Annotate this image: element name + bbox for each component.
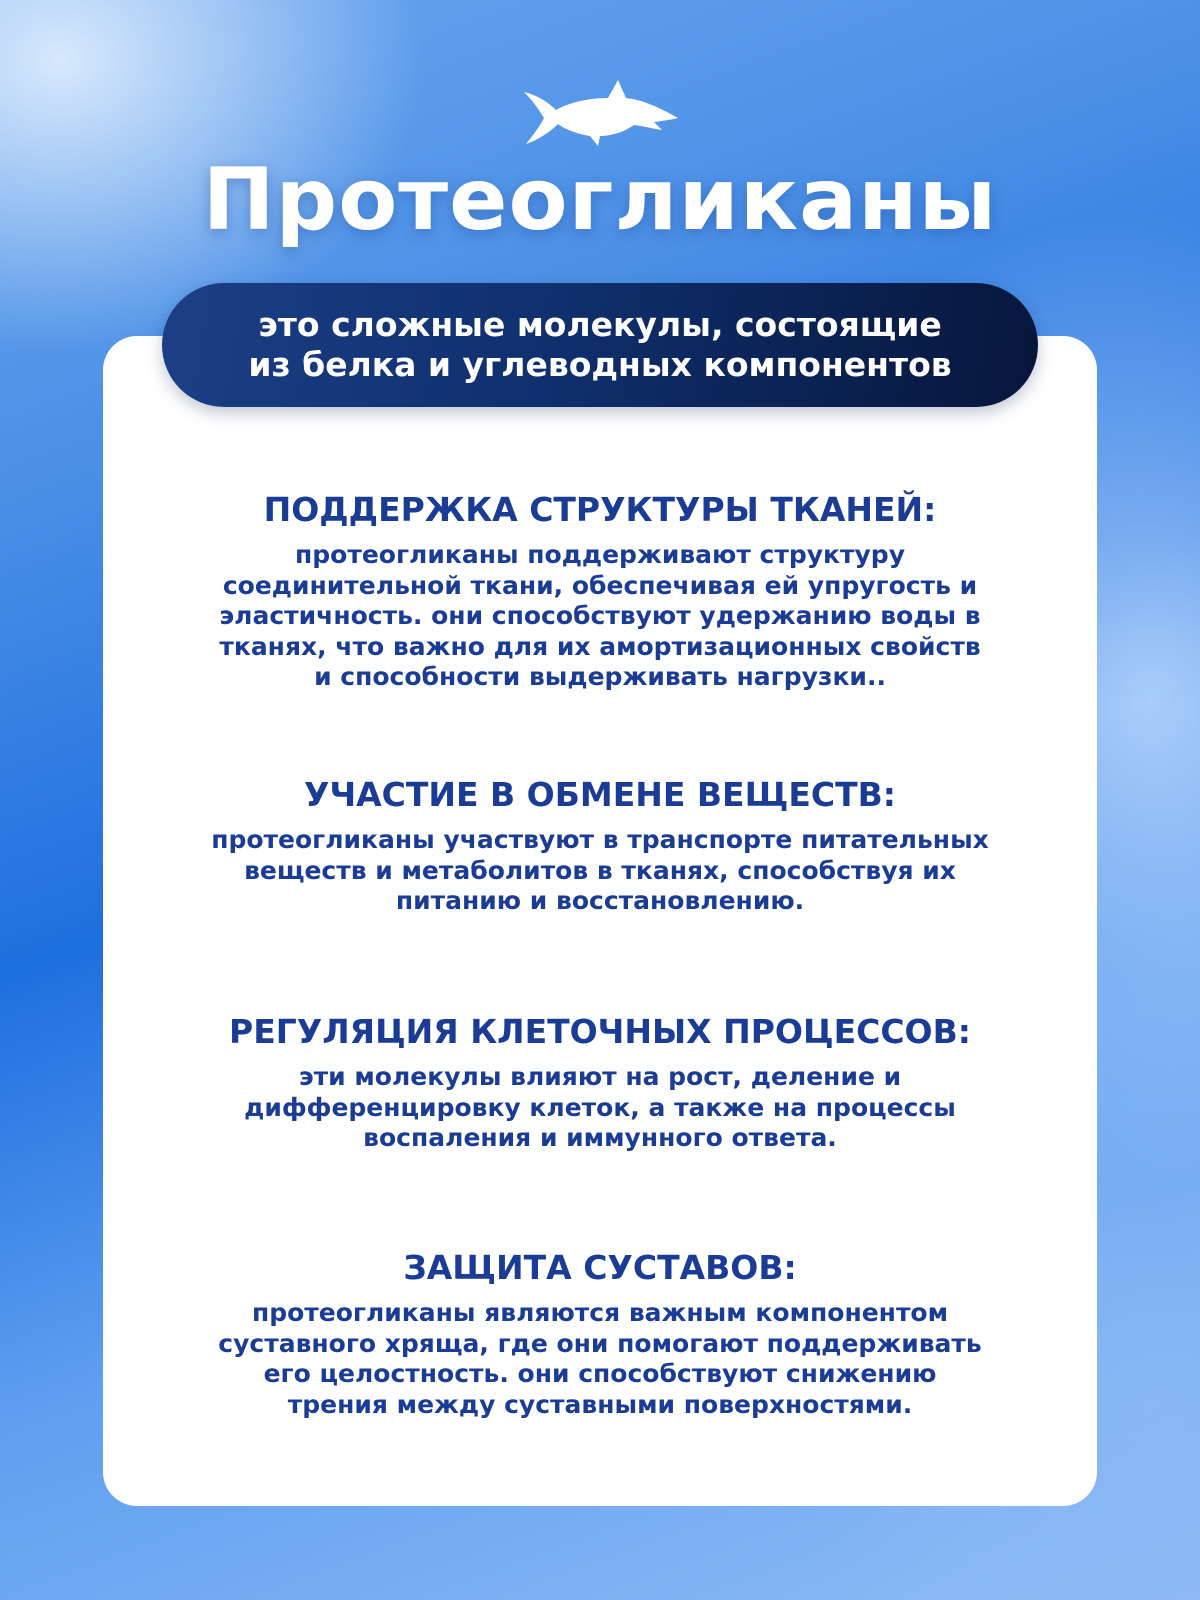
section-heading: ЗАЩИТА СУСТАВОВ: xyxy=(403,1248,797,1287)
section-body xyxy=(103,825,1097,917)
section-body xyxy=(103,540,1097,693)
section-body-line: протеогликаны поддерживают структуру xyxy=(295,540,905,569)
section-body-line: веществ и метаболитов в тканях, способствуя их xyxy=(244,855,956,885)
section-body xyxy=(103,1298,1097,1420)
section-body-line: трения между суставными поверхностями. xyxy=(287,1389,913,1419)
section-body-line: и способности выдерживать нагрузки.. xyxy=(314,662,886,691)
subtitle-banner xyxy=(162,283,1038,407)
section-body-line: протеогликаны являются важным компонентом xyxy=(251,1298,949,1327)
section-body-line: тканях, что важно для их амортизационных свойств xyxy=(219,631,981,661)
section-body-line: соединительной ткани, обеспечивая ей упругость и xyxy=(222,570,978,600)
section-body xyxy=(103,1062,1097,1154)
subtitle-line: из белка и углеводных компонентов xyxy=(248,345,952,384)
section-heading: РЕГУЛЯЦИЯ КЛЕТОЧНЫХ ПРОЦЕССОВ: xyxy=(229,1012,971,1051)
page-title: Протеогликаны xyxy=(202,150,998,250)
section-heading: ПОДДЕРЖКА СТРУКТУРЫ ТКАНЕЙ: xyxy=(263,490,937,529)
section-joint-protection xyxy=(103,1248,1097,1420)
section-tissue-structure xyxy=(103,490,1097,693)
section-body-line: суставного хряща, где они помогают поддерживать xyxy=(218,1328,982,1358)
section-body-line: питанию и восстановлению. xyxy=(395,886,805,915)
section-body-line: протеогликаны участвуют в транспорте питательных xyxy=(211,825,989,854)
section-body-line: дифференцировку клеток, а также на процессы xyxy=(244,1092,956,1122)
section-cell-regulation xyxy=(103,1012,1097,1154)
section-metabolism xyxy=(103,775,1097,917)
shark-icon xyxy=(520,78,680,148)
subtitle-line: это сложные молекулы, состоящие xyxy=(258,305,942,344)
section-body-line: эти молекулы влияют на рост, деление и xyxy=(298,1062,902,1091)
section-body-line: эластичность. они способствуют удержанию воды в xyxy=(219,601,981,630)
section-heading: УЧАСТИЕ В ОБМЕНЕ ВЕЩЕСТВ: xyxy=(304,775,896,814)
section-body-line: воспаления и иммунного ответа. xyxy=(363,1123,837,1152)
section-body-line: его целостность. они способствуют снижению xyxy=(263,1359,937,1388)
